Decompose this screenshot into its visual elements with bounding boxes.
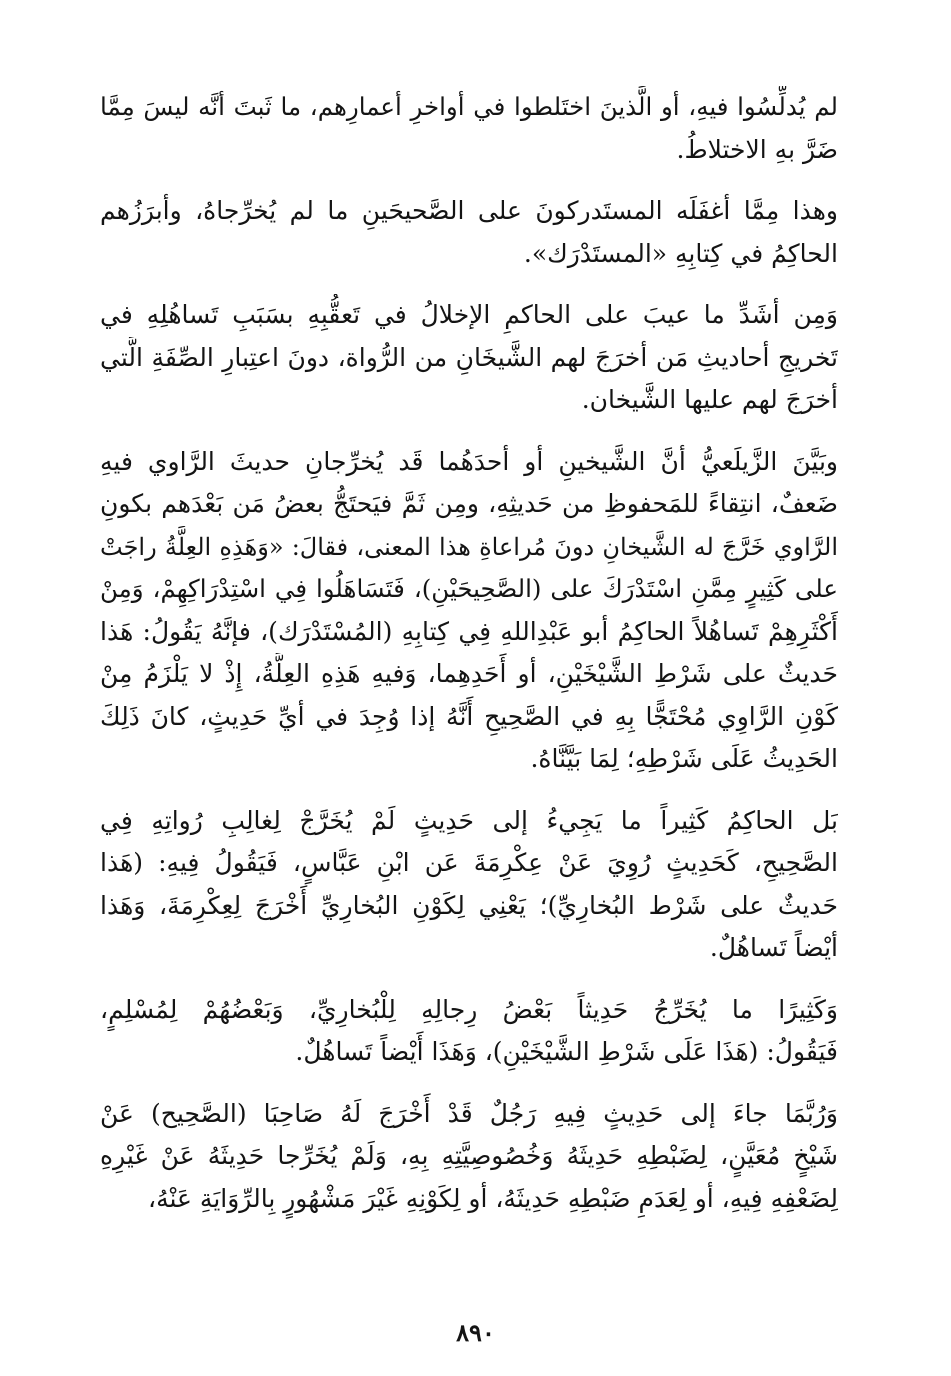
text-line: أَكْثَرِهِمْ تَساهُلاً الحاكِمُ أبو عَبْدِاللهِ فِي كِتابِهِ (المُسْتَدْرَك)، فإنَّهُ يَقُولُ: هَذا xyxy=(100,616,838,646)
text-line: تَخريجِ أحاديثِ مَن أخرَجَ لهم الشَّيخَانِ من الرُّواة، دونَ اعتِبارِ الصِّفَةِ الَّتي xyxy=(100,342,838,372)
text-line: شَيْخٍ مُعَيَّنٍ، لِضَبْطِهِ حَدِيثَهُ وَخُصُوصِيَّتِهِ بِهِ، وَلَمْ يُخَرِّجا حَدِيثَهُ عَنْ غَيْرِهِ xyxy=(100,1141,838,1170)
text-line: لِضَعْفِهِ فِيهِ، أو لِعَدَمِ ضَبْطِهِ حَدِيثَهُ، أو لِكَوْنِهِ غَيْرَ مَشْهُورٍ بِالرِّوَايَةِ عَنْهُ، xyxy=(148,1183,838,1213)
text-line: ضَرَّ بهِ الاختلاطُ. xyxy=(676,134,838,164)
text-line: الصَّحِيحِ، كَحَدِيثٍ رُوِيَ عَنْ عِكْرِمَةَ عَن ابْنِ عَبَّاسٍ، فَيَقُولُ فِيهِ: (هَذا xyxy=(100,848,838,877)
paragraph xyxy=(100,294,838,422)
text-body xyxy=(100,86,838,1239)
paragraph xyxy=(100,190,838,275)
paragraph xyxy=(100,1093,838,1221)
text-line: أيْضاً تَساهُلٌ. xyxy=(709,933,838,962)
paragraph xyxy=(100,86,838,171)
text-line: بَل الحاكِمُ كَثِيراً ما يَجِيءُ إلى حَدِيثٍ لَمْ يُخَرَّجْ لِغالِبِ رُواتِهِ فِي xyxy=(100,805,838,835)
paragraph xyxy=(100,800,838,970)
paragraph xyxy=(100,989,838,1074)
text-line: الرَّاوي خَرَّجَ له الشَّيخانِ دونَ مُراعاةِ هذا المعنى، فقالَ: «وَهَذِهِ العِلَّةُ راجَتْ xyxy=(100,532,838,561)
text-line: حَديثٌ على شَرْط البُخارِيِّ)؛ يَعْنِي لِكَوْنِ البُخارِيِّ أَخْرَجَ لِعِكْرِمَةَ، وَهَذا xyxy=(100,890,838,920)
paragraph xyxy=(100,441,838,781)
text-line: فَيَقُولُ: (هَذَا عَلَى شَرْطِ الشَّيْخَيْنِ)، وَهَذَا أَيْضاً تَساهُلٌ. xyxy=(295,1037,838,1066)
text-line: وبَيَّنَ الزَّيلَعيُّ أنَّ الشَّيخينِ أو أحدَهُما قَد يُخرِّجانِ حديثَ الرَّاوي فيهِ xyxy=(100,446,838,476)
text-line: ضَعفٌ، انتِقاءً للمَحفوظِ من حَديثِهِ، ومِن ثَمَّ فيَحتَجُّ بعضُ مَن بَعْدَهم بكونِ xyxy=(100,489,838,518)
text-line: الحَدِيثُ عَلَى شَرْطِهِ؛ لِمَا بَيَّنَّاهُ. xyxy=(530,744,838,773)
text-line: وَمِن أشَدِّ ما عيبَ على الحاكمِ الإخلالُ في تَعقُّبِهِ بسَبَبِ تَساهُلِهِ في xyxy=(100,300,838,329)
text-line: وهذا مِمَّا أغفَلَه المستَدركونَ على الصَّحيحَينِ ما لم يُخرِّجاهُ، وأبرَزُهم xyxy=(100,196,838,225)
text-line: وَكَثِيرًا ما يُخَرِّجُ حَدِيثاً بَعْضُ رِجالِهِ لِلْبُخارِيِّ، وَبَعْضُهُمْ لِمُسْلِمٍ، xyxy=(100,994,838,1024)
text-line: لم يُدلِّسُوا فيهِ، أو الَّذينَ اختَلطوا في أواخرِ أعمارِهم، ما ثَبتَ أنَّه ليسَ مِمَّا xyxy=(100,92,838,121)
text-line: كَوْنِ الرَّاوِي مُحْتَجًّا بِهِ في الصَّحِيحِ أَنَّهُ إذا وُجِدَ في أيِّ حَدِيثٍ، كانَ ذَلِكَ xyxy=(100,701,838,731)
text-line: الحاكِمُ في كِتابِهِ «المستَدْرَك». xyxy=(523,238,838,268)
page-number: ٨٩٠ xyxy=(456,1318,495,1347)
text-line: وَرُبَّمَا جاءَ إلى حَدِيثٍ فِيهِ رَجُلٌ قَدْ أَخْرَجَ لَهُ صَاحِبَا (الصَّحِيح) عَنْ xyxy=(100,1098,838,1128)
text-line: أخرَجَ لهم عليها الشَّيخان. xyxy=(581,385,838,414)
text-line: حَديثٌ على شَرْطِ الشَّيْخَيْنِ، أو أَحَدِهِما، وَفيهِ هَذِهِ العِلَّةُ، إِذْ لا يَلْزَمُ مِنْ xyxy=(100,659,838,688)
text-line: على كَثِيرٍ مِمَّنِ اسْتَدْرَكَ على (الصَّحِيحَيْنِ)، فَتَسَاهَلُوا فِي اسْتِدْرَاكِهِمْ، وَمِنْ xyxy=(100,574,838,603)
